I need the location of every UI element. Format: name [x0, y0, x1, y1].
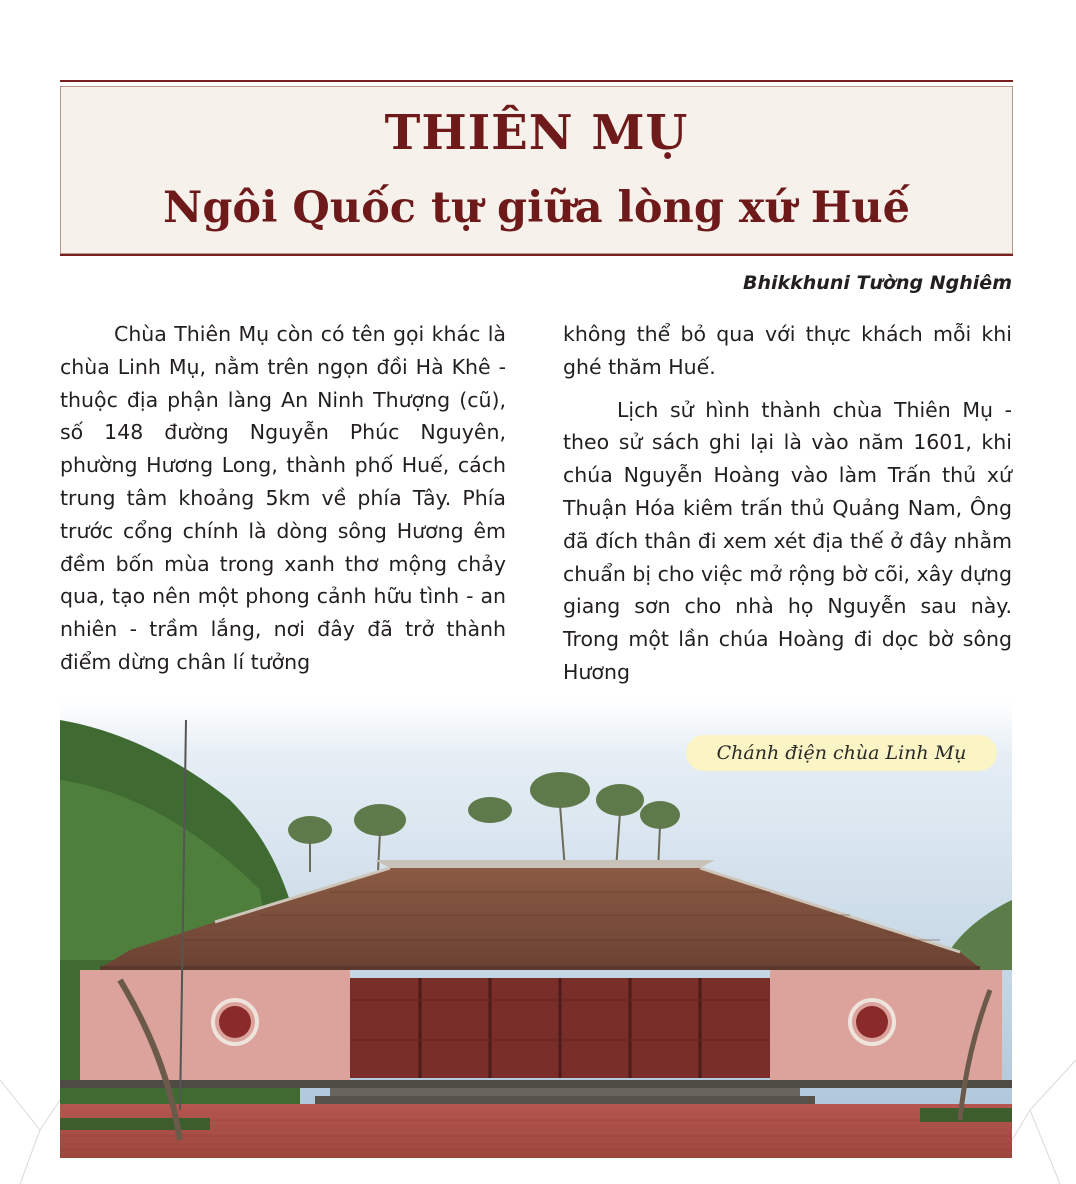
column-right	[563, 318, 1012, 689]
title-subtitle: Ngôi Quốc tự giữa lòng xứ Huế	[163, 183, 910, 233]
paragraph-right-1: không thể bỏ qua với thực khách mỗi khi ghé thăm Huế.	[563, 322, 1012, 379]
title-main: THIÊN MỤ	[384, 105, 689, 161]
top-rule	[60, 80, 1013, 82]
photo-caption: Chánh điện chùa Linh Mụ	[686, 735, 997, 771]
column-left	[60, 318, 506, 679]
author-byline: Bhikkhuni Tường Nghiêm	[742, 272, 1012, 294]
bottom-rule	[60, 254, 1013, 256]
title-box	[60, 86, 1013, 254]
paragraph-right-2: Lịch sử hình thành chùa Thiên Mụ - theo sử sách ghi lại là vào năm 1601, khi chúa Nguyễn Hoàng vào làm Trấn thủ xứ Thuận Hóa kiêm trấn thủ Quảng Nam, Ông đã đích thân đi xem xét địa thế ở đây nhằm chuẩn bị cho việc mở rộng bờ cõi, xây dựng giang sơn cho nhà họ Nguyễn sau này. Trong một lần chúa Hoàng đi dọc bờ sông Hương	[563, 397, 1012, 684]
paragraph-left: Chùa Thiên Mụ còn có tên gọi khác là chùa Linh Mụ, nằm trên ngọn đồi Hà Khê - thuộc địa phận làng An Ninh Thượng (cũ), số 148 đường Nguyễn Phúc Nguyên, phường Hương Long, thành phố Huế, cách trung tâm khoảng 5km về phía Tây. Phía trước cổng chính là dòng sông Hương êm đềm bốn mùa trong xanh thơ mộng chảy qua, tạo nên một phong cảnh hữu tình - an nhiên - trầm lắng, nơi đây đã trở thành điểm dừng chân lí tưởng	[60, 322, 506, 674]
